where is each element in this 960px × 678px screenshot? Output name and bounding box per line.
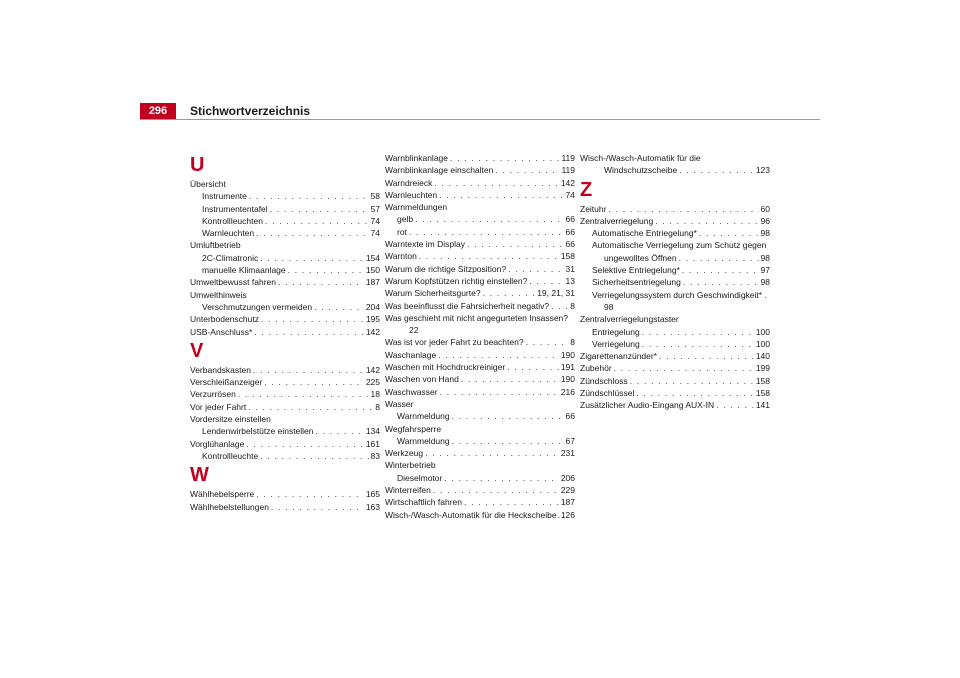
index-heading: Wisch-/Wasch-Automatik für die [580,153,701,163]
page-title: Stichwortverzeichnis [190,104,311,118]
index-entry[interactable]: manuelle Klimaanlage . . . 150 [190,264,380,276]
index-column-1 [190,152,380,513]
index-entry[interactable]: Instrumente . . . 58 [190,190,380,202]
index-entry[interactable]: Selektive Entriegelung* . . . 97 [580,264,770,276]
index-entry[interactable]: Umweltbewusst fahren . . . 187 [190,276,380,288]
index-entry[interactable]: Wisch-/Wasch-Automatik für die Heckscheibe . . . 126 [385,509,575,521]
index-entry[interactable]: Verschmutzungen vermeiden . . . 204 [190,301,380,313]
section-letter-u: U [190,154,205,176]
section-letter-w: W [190,464,209,487]
index-entry[interactable]: Sicherheitsentriegelung . . . 98 [580,276,770,288]
index-entry[interactable]: Warum Sicherheitsgurte? . . . 19, 21, 31 [385,287,575,299]
index-entry[interactable]: Was geschieht mit nicht angegurteten Insassen? [385,312,569,323]
index-entry[interactable]: USB-Anschluss* . . . 142 [190,326,380,338]
index-entry[interactable]: Verschleißanzeiger . . . 225 [190,376,380,388]
index-entry[interactable]: Verriegelungssystem durch Geschwindigkeit* . [592,289,767,300]
index-entry[interactable]: Zentralverriegelung . . . 96 [580,215,770,227]
index-entry[interactable]: Zündschloss . . . 158 [580,375,770,387]
index-entry[interactable]: Zündschlüssel . . . 158 [580,387,770,399]
index-group-w [190,488,380,513]
index-entry[interactable]: Zigarettenanzünder* . . . 140 [580,350,770,362]
index-entry[interactable]: Zubehör . . . 199 [580,362,770,374]
index-entry[interactable]: Warndreieck . . . 142 [385,177,575,189]
index-heading: Automatische Verriegelung zum Schutz gegen [592,240,767,251]
index-entry[interactable]: Waschen von Hand . . . 190 [385,373,575,385]
header-rule [140,119,820,120]
index-column-2 [385,152,575,521]
section-letter-v: V [190,339,204,362]
index-entry[interactable]: Vorglühanlage . . . 161 [190,438,380,450]
index-entry[interactable]: ungewolltes Öffnen . . . 98 [580,252,770,264]
index-group-u [190,178,380,338]
index-entry[interactable]: Waschwasser . . . 216 [385,386,575,398]
index-entry[interactable]: Dieselmotor . . . 206 [385,472,575,484]
index-heading: Warnmeldungen [385,202,448,213]
index-entry[interactable]: Wählhebelstellungen . . . 163 [190,501,380,513]
index-group-v [190,364,380,462]
section-letter-z: Z [580,178,593,201]
index-entry[interactable]: Warnleuchten . . . 74 [190,227,380,239]
index-column-3 [580,152,770,412]
index-entry[interactable]: Warnleuchten . . . 74 [385,189,575,201]
index-heading: Winterbetrieb [385,460,436,471]
index-group-w-end [580,152,770,177]
index-entry[interactable]: Verriegelung . . . 100 [580,338,770,350]
index-group-w-continued [385,152,575,521]
index-heading: Wegfahrsperre [385,423,442,434]
index-entry[interactable]: rot . . . 66 [385,226,575,238]
index-entry[interactable]: Warum Kopfstützen richtig einstellen? . . . 13 [385,275,575,287]
index-entry[interactable]: Waschen mit Hochdruckreiniger . . . 191 [385,361,575,373]
index-entry[interactable]: Entriegelung . . . 100 [580,326,770,338]
index-entry[interactable]: Warnblinkanlage . . . 119 [385,152,575,164]
index-page-ref[interactable]: 98 [604,301,614,312]
index-entry[interactable]: gelb . . . 66 [385,213,575,225]
index-entry[interactable]: Kontrollleuchte . . . 83 [190,450,380,462]
index-entry[interactable]: Lendenwirbelstütze einstellen . . . 134 [190,425,380,437]
index-entry[interactable]: Winterreifen . . . 229 [385,484,575,496]
index-entry[interactable]: Warum die richtige Sitzposition? . . . 31 [385,263,575,275]
index-entry[interactable]: Waschanlage . . . 190 [385,349,575,361]
index-entry[interactable]: Kontrollleuchten . . . 74 [190,215,380,227]
index-entry[interactable]: Werkzeug . . . 231 [385,447,575,459]
index-heading: Wasser [385,398,414,409]
index-heading: Übersicht [190,179,226,189]
index-entry[interactable]: Verzurrösen . . . 18 [190,388,380,400]
index-entry[interactable]: Wirtschaftlich fahren . . . 187 [385,496,575,508]
index-heading: Umluftbetrieb [190,240,241,251]
index-entry[interactable]: Vor jeder Fahrt . . . 8 [190,401,380,413]
index-entry[interactable]: Verbandskasten . . . 142 [190,364,380,376]
index-entry[interactable]: Windschutzscheibe . . . 123 [580,164,770,176]
index-heading: Umwelthinweis [190,289,247,300]
index-entry[interactable]: Zeituhr . . . 60 [580,203,770,215]
index-entry[interactable]: Warntexte im Display . . . 66 [385,238,575,250]
index-entry[interactable]: Unterbodenschutz . . . 195 [190,313,380,325]
index-entry[interactable]: Warnblinkanlage einschalten . . . 119 [385,164,575,176]
page-number: 296 [140,103,176,120]
index-entry[interactable]: Warnton . . . 158 [385,250,575,262]
index-page-ref[interactable]: 22 [409,325,419,336]
index-heading: Zentralverriegelungstaster [580,314,679,325]
index-entry[interactable]: Warnmeldung . . . 67 [385,435,575,447]
index-heading: Vordersitze einstellen [190,414,271,425]
index-entry[interactable]: Instrumententafel . . . 57 [190,203,380,215]
index-entry[interactable]: Was ist vor jeder Fahrt zu beachten? . . . 8 [385,336,575,348]
index-group-z [580,203,770,412]
index-entry[interactable]: Wählhebelsperre . . . 165 [190,488,380,500]
index-entry[interactable]: 2C-Climatronic . . . 154 [190,252,380,264]
index-entry[interactable]: Warnmeldung . . . 66 [385,410,575,422]
index-entry[interactable]: Automatische Entriegelung* . . . 98 [580,227,770,239]
index-entry[interactable]: Zusätzlicher Audio-Eingang AUX-IN . . . 141 [580,399,770,411]
index-entry[interactable]: Was beeinflusst die Fahrsicherheit negativ? . . . 8 [385,300,575,312]
